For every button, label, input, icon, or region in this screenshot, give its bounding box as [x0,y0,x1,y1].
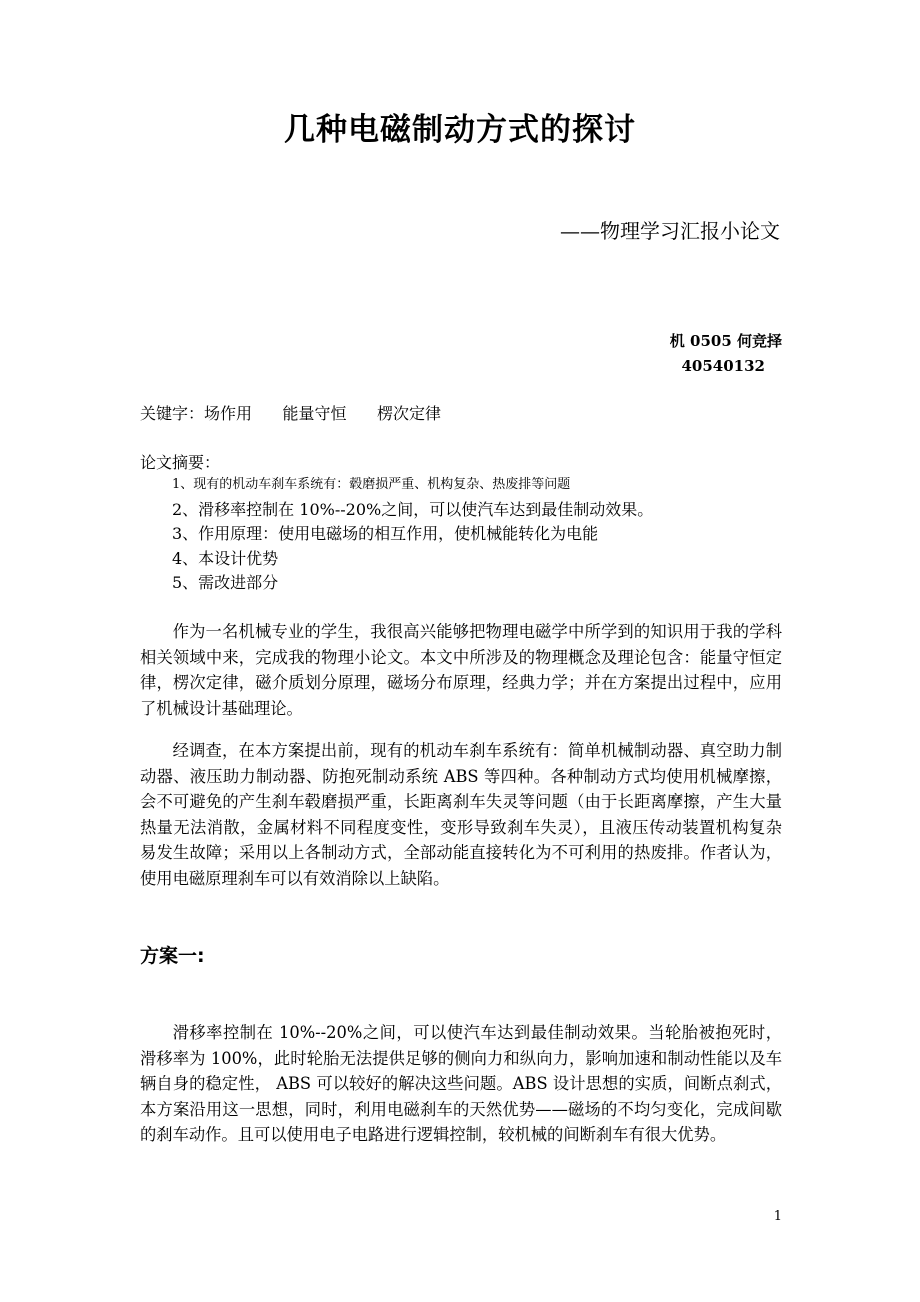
abstract-item: 2、滑移率控制在 10%--20%之间，可以使汽车达到最佳制动效果。 [172,499,654,519]
background-paragraph: 经调查，在本方案提出前，现有的机动车刹车系统有：简单机械制动器、真空助力制动器、液压助力制动器、防抱死制动系统 ABS 等四种。各种制动方式均使用机械摩擦，会不可避免的产生刹车毂磨损严重，长距离刹车失灵等问题（由于长距离摩擦，产生大量热量无法消散，金属材料不同程度变性，变形导致刹车失灵），且液压传动装置机构复杂易发生故障；采用以上各制动方式，全部动能直接转化为不可利用的热废排。作者认为，使用电磁原理刹车可以有效消除以上缺陷。 [140,741,782,888]
abstract-item: 5、需改进部分 [172,573,279,592]
intro-paragraph: 作为一名机械专业的学生，我很高兴能够把物理电磁学中所学到的知识用于我的学科相关领域中来，完成我的物理小论文。本文中所涉及的物理概念及理论包含：能量守恒定律，楞次定律，磁介质划分原理，磁场分布原理，经典力学；并在方案提出过程中，应用了机械设计基础理论。 [140,622,782,718]
abstract-item: 4、本设计优势 [172,548,279,568]
student-id: 40540132 [681,357,765,375]
page-subtitle: ——物理学习汇报小论文 [560,219,780,243]
keywords: 关键字：场作用 能量守恒 楞次定律 [140,404,442,423]
page-number: 1 [773,1209,782,1224]
abstract-item: 3、作用原理：使用电磁场的相互作用，使机械能转化为电能 [172,524,599,543]
abstract-heading: 论文摘要： [140,453,221,472]
section-paragraph: 滑移率控制在 10%--20%之间，可以使汽车达到最佳制动效果。当轮胎被抱死时，滑移率为 100%，此时轮胎无法提供足够的侧向力和纵向力，影响加速和制动性能以及车辆自身的稳定性， ABS 可以较好的解决这些问题。ABS 设计思想的实质，间断点刹式，本方案沿用这一思想，同时，利用电磁刹车的天然优势——磁场的不均匀变化，完成间歇的刹车动作。且可以使用电子电路进行逻辑控制，较机械的间断刹车有很大优势。 [140,1023,782,1144]
abstract-list [172,473,653,596]
page-title: 几种电磁制动方式的探讨 [284,112,636,148]
author-name: 机 0505 何竞择 [669,332,782,350]
abstract-item: 1、现有的机动车刹车系统有：毂磨损严重、机构复杂、热废排等问题 [172,477,571,492]
section-heading: 方案一: [140,945,205,967]
